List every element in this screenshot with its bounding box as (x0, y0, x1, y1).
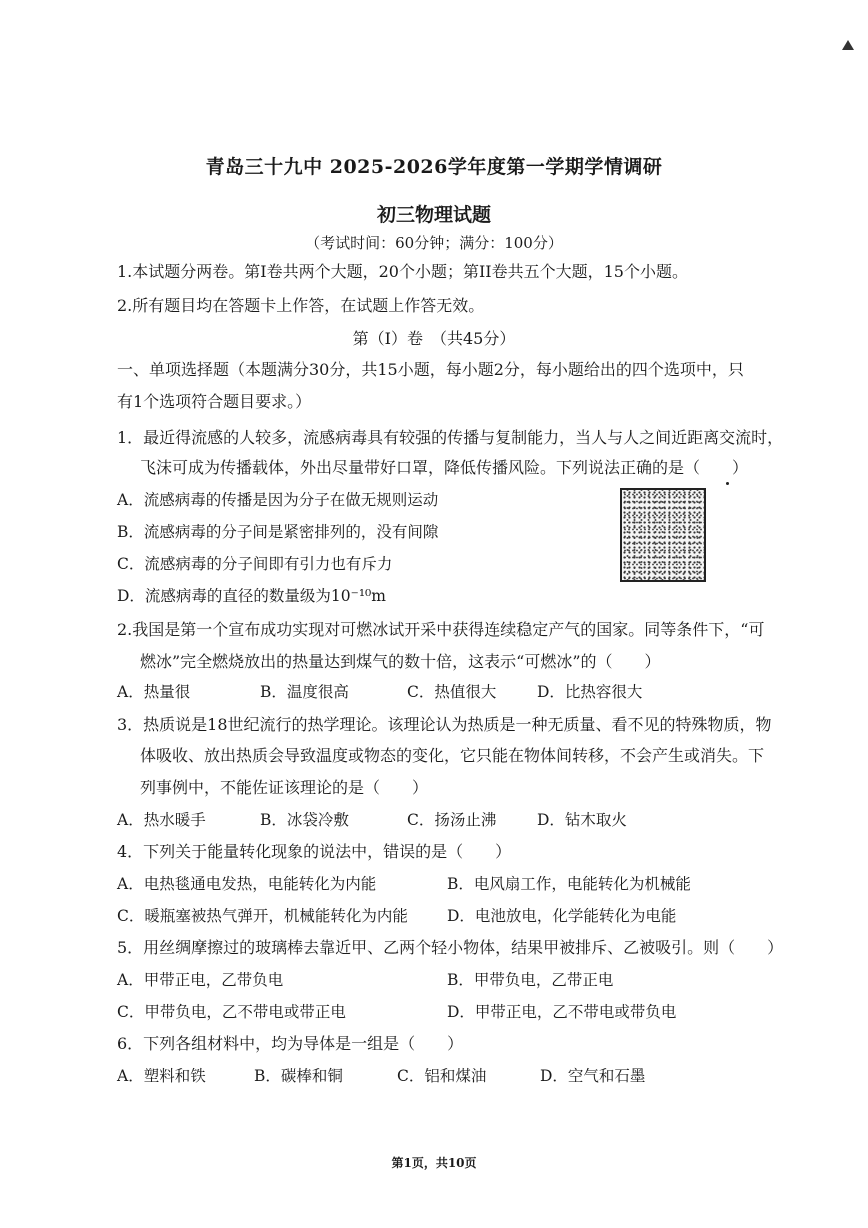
q4-option-a: A．电热毯通电发热，电能转化为内能 (117, 875, 377, 893)
q3-stem-line2: 体吸收、放出热质会导致温度或物态的变化，它只能在物体间转移，不会产生或消失。下 (140, 746, 765, 765)
q3-stem-line3: 列事例中，不能佐证该理论的是（ ） (140, 778, 429, 797)
q2-stem-line1: 2.我国是第一个宣布成功实现对可燃冰试开采中获得连续稳定产气的国家。同等条件下，“可 (117, 620, 765, 639)
q3-stem-line1: 3．热质说是18世纪流行的热学理论。该理论认为热质是一种无质量、看不见的特殊物质，物 (117, 715, 772, 734)
q5-option-d: D．甲带正电，乙不带电或带负电 (447, 1003, 677, 1021)
q5-option-a: A．甲带正电，乙带负电 (117, 971, 284, 989)
q2-stem-line2: 燃冰”完全燃烧放出的热量达到煤气的数十倍，这表示“可燃冰”的（ ） (140, 652, 661, 671)
q3-option-a: A．热水暖手 (117, 811, 206, 829)
q1-option-b: B．流感病毒的分子间是紧密排列的，没有间隙 (117, 523, 439, 541)
q6-option-b: B．碳棒和铜 (254, 1067, 343, 1085)
section-instruction-line2: 有1个选项符合题目要求。） (117, 392, 312, 411)
q6-option-d: D．空气和石墨 (540, 1067, 646, 1085)
q4-option-d: D．电池放电，化学能转化为电能 (447, 907, 677, 925)
page-title: 青岛三十九中 2025-2026学年度第一学期学情调研 (205, 156, 663, 178)
virus-particle-image (620, 488, 706, 582)
q3-option-d: D．钻木取火 (537, 811, 627, 829)
q4-option-b: B．电风扇工作，电能转化为机械能 (447, 875, 691, 893)
corner-mark-icon (842, 40, 854, 50)
page-footer: 第1页，共10页 (391, 1156, 477, 1170)
q3-option-b: B．冰袋冷敷 (260, 811, 349, 829)
q2-option-d: D．比热容很大 (537, 683, 643, 701)
q2-option-c: C．热值很大 (407, 683, 497, 701)
page-subtitle: 初三物理试题 (376, 204, 491, 226)
q1-option-d: D．流感病毒的直径的数量级为10⁻¹⁰m (117, 587, 386, 605)
q6-stem: 6．下列各组材料中，均为导体是一组是（ ） (117, 1034, 464, 1053)
section-heading: 第（I）卷 （共45分） (352, 329, 516, 348)
q5-option-b: B．甲带负电，乙带正电 (447, 971, 614, 989)
q4-option-c: C．暖瓶塞被热气弹开，机械能转化为内能 (117, 907, 408, 925)
q2-option-b: B．温度很高 (260, 683, 349, 701)
q3-option-c: C．扬汤止沸 (407, 811, 497, 829)
q4-stem: 4．下列关于能量转化现象的说法中，错误的是（ ） (117, 842, 512, 861)
note-1: 1.本试题分两卷。第I卷共两个大题，20个小题；第II卷共五个大题，15个小题。 (117, 262, 688, 281)
q5-stem: 5．用丝绸摩擦过的玻璃棒去靠近甲、乙两个轻小物体，结果甲被排斥、乙被吸引。则（ ） (117, 938, 784, 957)
q1-option-c: C．流感病毒的分子间即有引力也有斥力 (117, 555, 393, 573)
q6-option-c: C．铝和煤油 (397, 1067, 487, 1085)
section-instruction-line1: 一、单项选择题（本题满分30分，共15小题，每小题2分，每小题给出的四个选项中，只 (117, 360, 744, 379)
stray-mark (726, 482, 729, 485)
q6-option-a: A．塑料和铁 (117, 1067, 206, 1085)
note-2: 2.所有题目均在答题卡上作答，在试题上作答无效。 (117, 296, 485, 315)
q1-stem-line1: 1．最近得流感的人较多，流感病毒具有较强的传播与复制能力，当人与人之间近距离交流时， (117, 428, 784, 447)
q1-stem-line2: 飞沫可成为传播载体，外出尽量带好口罩，降低传播风险。下列说法正确的是（ ） (140, 458, 749, 477)
exam-info: （考试时间：60分钟；满分：100分） (305, 234, 563, 252)
q5-option-c: C．甲带负电，乙不带电或带正电 (117, 1003, 346, 1021)
q2-option-a: A．热量很 (117, 683, 191, 701)
q1-option-a: A．流感病毒的传播是因为分子在做无规则运动 (117, 491, 439, 509)
